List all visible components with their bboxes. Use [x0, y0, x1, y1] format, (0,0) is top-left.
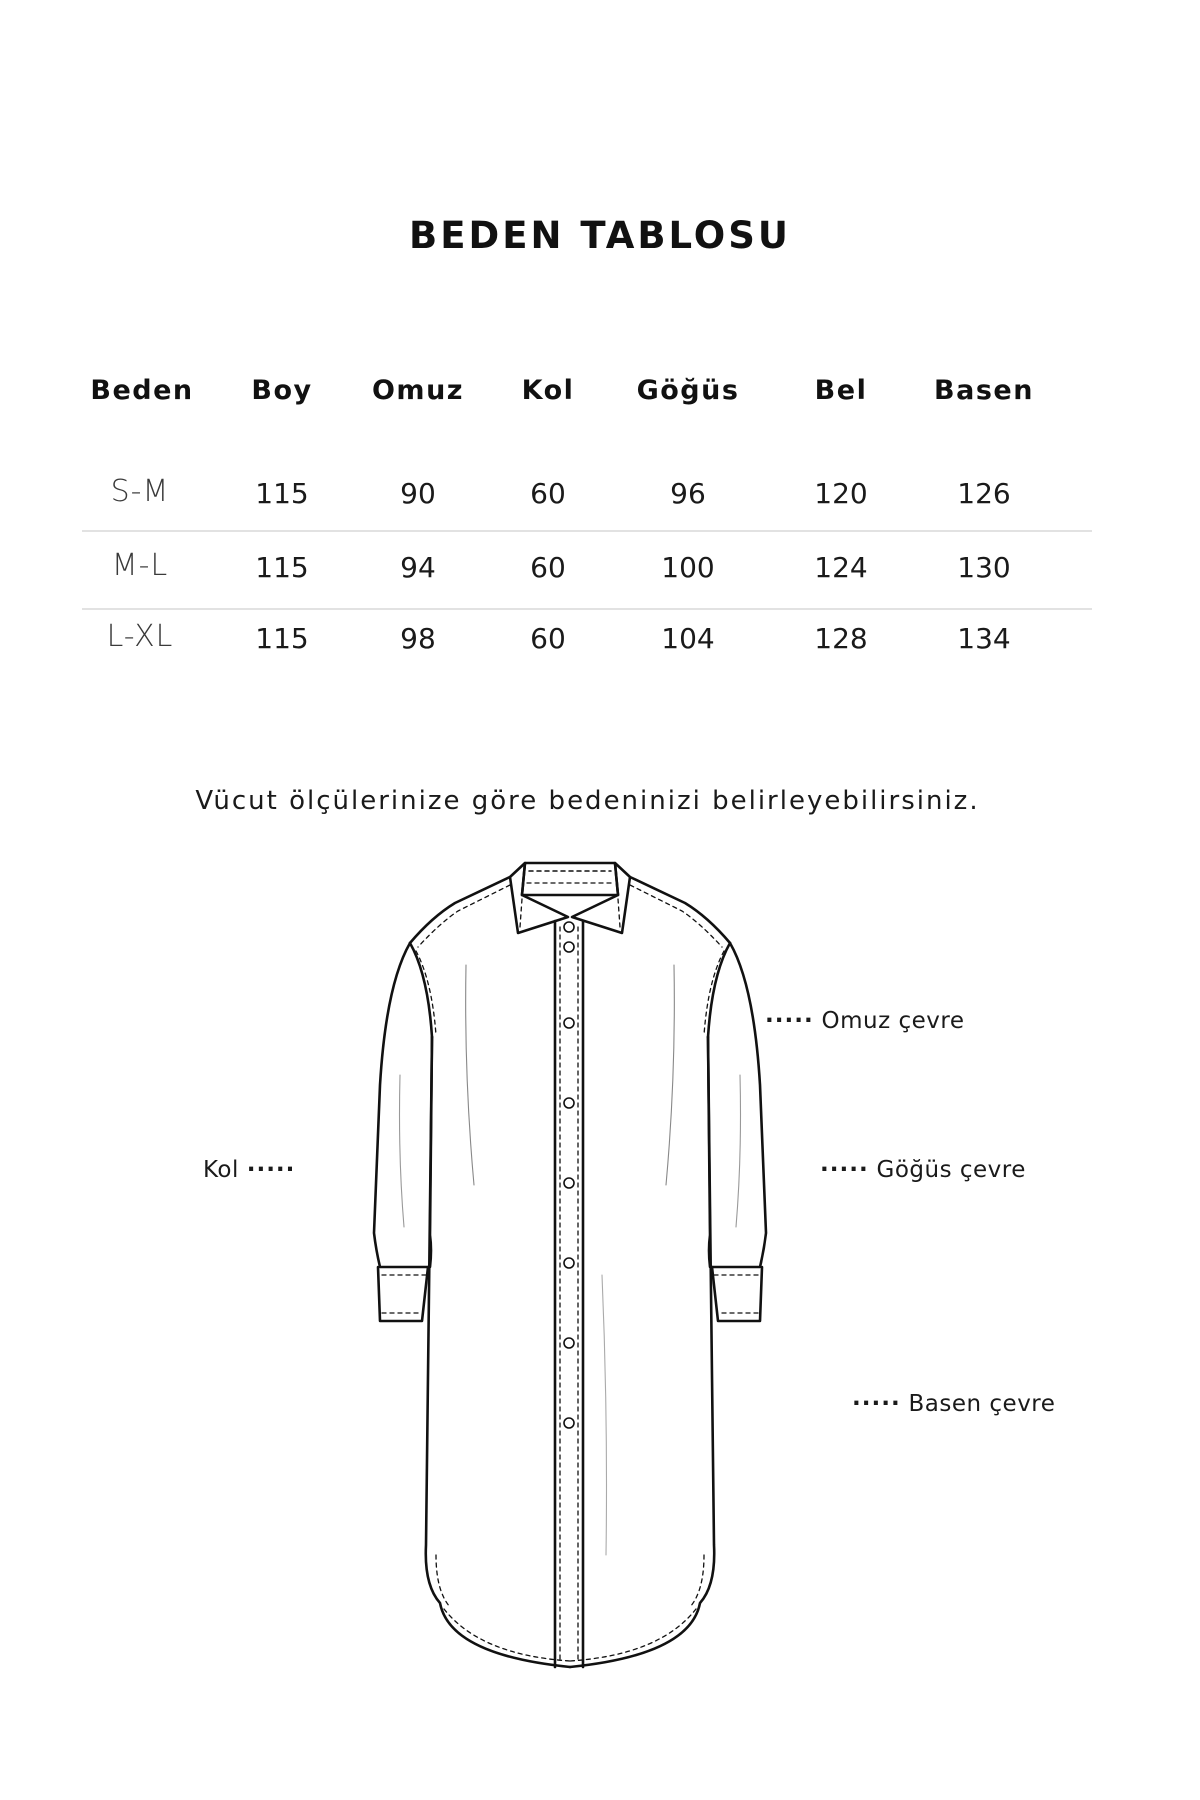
bel-cell: 128 — [814, 622, 868, 655]
row-divider — [82, 608, 1092, 610]
shirt-dress-icon — [370, 855, 770, 1685]
instruction-text: Vücut ölçülerinize göre bedeninizi belirleyebilirsiniz. — [195, 786, 980, 816]
callout-kol — [203, 1157, 295, 1183]
gogus-cell: 100 — [661, 551, 715, 584]
header-kol: Kol — [521, 375, 575, 406]
boy-cell: 115 — [255, 477, 309, 510]
gogus-cell: 96 — [670, 477, 706, 510]
header-bel: Bel — [814, 375, 868, 406]
callout-omuz-label: Omuz çevre — [821, 1008, 965, 1034]
leader-dots: ····· — [246, 1157, 296, 1183]
omuz-cell: 94 — [400, 551, 436, 584]
leader-dots: ····· — [820, 1157, 869, 1183]
callout-basen-label: Basen çevre — [908, 1391, 1056, 1417]
leader-dots: ····· — [852, 1391, 901, 1417]
basen-cell: 126 — [957, 477, 1011, 510]
callout-omuz — [765, 1008, 964, 1034]
page-title: BEDEN TABLOSU — [409, 214, 791, 257]
header-beden: Beden — [90, 375, 194, 406]
size-cell: M-L — [111, 548, 169, 583]
bel-cell: 120 — [814, 477, 868, 510]
header-boy: Boy — [251, 375, 313, 406]
callout-gogus — [820, 1157, 1026, 1183]
header-omuz: Omuz — [371, 375, 465, 406]
kol-cell: 60 — [530, 477, 566, 510]
leader-dots: ····· — [765, 1008, 814, 1034]
row-divider — [82, 530, 1092, 532]
callout-basen — [852, 1391, 1055, 1417]
basen-cell: 130 — [957, 551, 1011, 584]
table-row — [82, 619, 1092, 682]
boy-cell: 115 — [255, 551, 309, 584]
header-gogus: Göğüs — [636, 375, 740, 406]
table-row — [82, 474, 1092, 537]
omuz-cell: 98 — [400, 622, 436, 655]
table-row — [82, 548, 1092, 611]
callout-kol-label: Kol — [203, 1157, 239, 1183]
callout-gogus-label: Göğüs çevre — [876, 1157, 1026, 1183]
kol-cell: 60 — [530, 551, 566, 584]
size-cell: L-XL — [106, 619, 174, 654]
basen-cell: 134 — [957, 622, 1011, 655]
boy-cell: 115 — [255, 622, 309, 655]
header-basen: Basen — [934, 375, 1034, 406]
bel-cell: 124 — [814, 551, 868, 584]
omuz-cell: 90 — [400, 477, 436, 510]
kol-cell: 60 — [530, 622, 566, 655]
size-cell: S-M — [110, 474, 170, 509]
gogus-cell: 104 — [661, 622, 715, 655]
